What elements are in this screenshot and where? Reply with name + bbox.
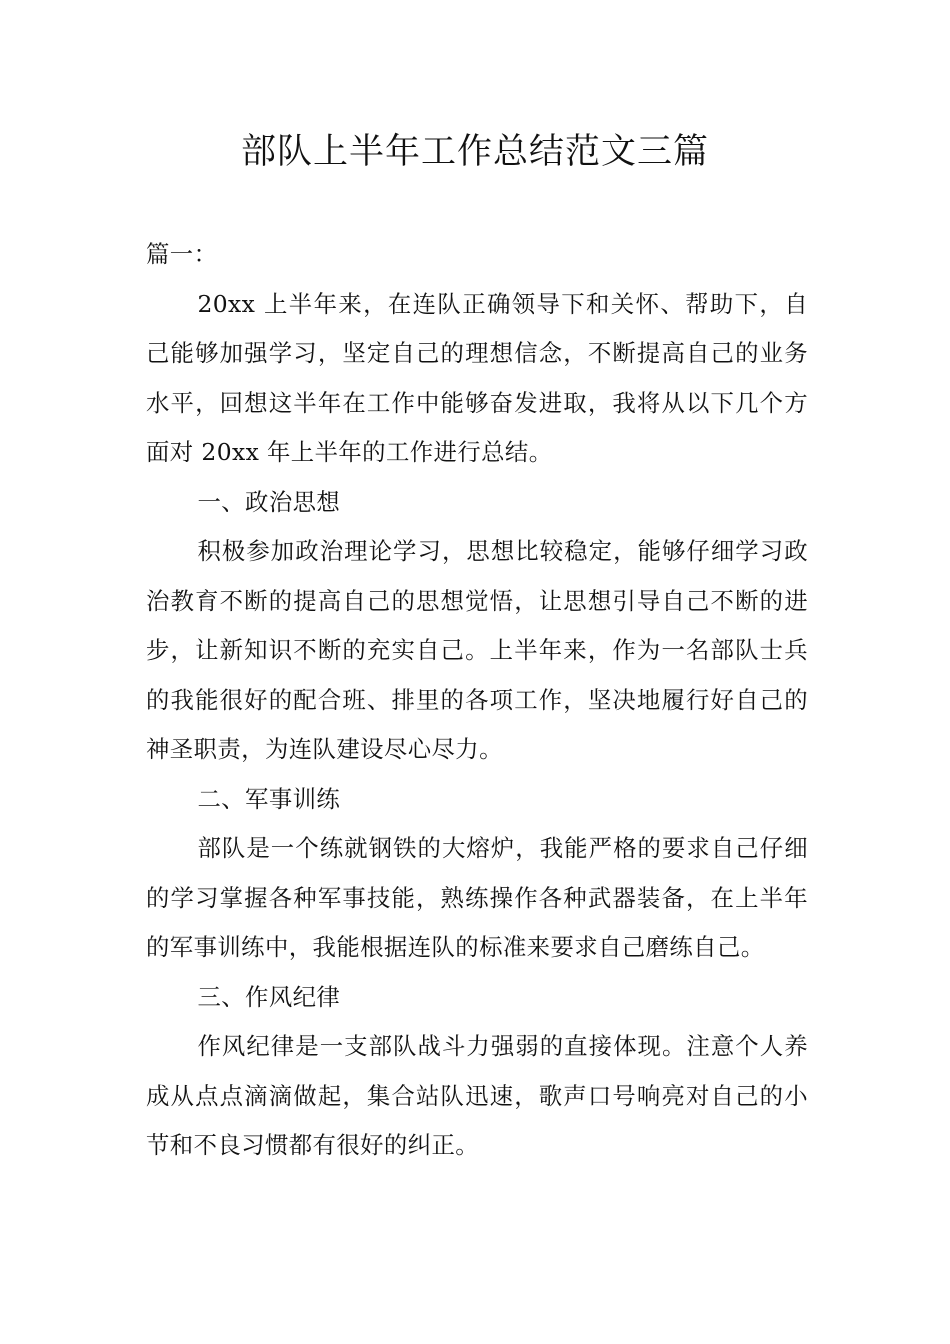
intro-paragraph: 20xx 上半年来，在连队正确领导下和关怀、帮助下，自己能够加强学习，坚定自己的理想信念，不断提高自己的业务水平，回想这半年在工作中能够奋发进取，我将从以下几个方面对 20xx 年上半年的工作进行总结。 [146, 289, 808, 466]
article-label: 篇一： [146, 240, 218, 268]
section-heading-discipline: 三、作风纪律 [197, 982, 341, 1011]
section-paragraph-politics: 积极参加政治理论学习，思想比较稳定，能够仔细学习政治教育不断的提高自己的思想觉悟，让思想引导自己不断的进步，让新知识不断的充实自己。上半年来，作为一名部队士兵的我能很好的配合班、排里的各项工作，坚决地履行好自己的神圣职责，为连队建设尽心尽力。 [146, 537, 808, 763]
section-paragraph-discipline: 作风纪律是一支部队战斗力强弱的直接体现。注意个人养成从点点滴滴做起，集合站队迅速，歌声口号响亮对自己的小节和不良习惯都有很好的纠正。 [146, 1032, 808, 1159]
section-paragraph-training: 部队是一个练就钢铁的大熔炉，我能严格的要求自己仔细的学习掌握各种军事技能，熟练操作各种武器装备，在上半年的军事训练中，我能根据连队的标准来要求自己磨练自己。 [146, 834, 808, 961]
section-heading-training: 二、军事训练 [197, 784, 341, 813]
document-body [146, 230, 808, 1171]
section-heading-politics: 一、政治思想 [197, 487, 341, 516]
document-title: 部队上半年工作总结范文三篇 [240, 132, 709, 172]
